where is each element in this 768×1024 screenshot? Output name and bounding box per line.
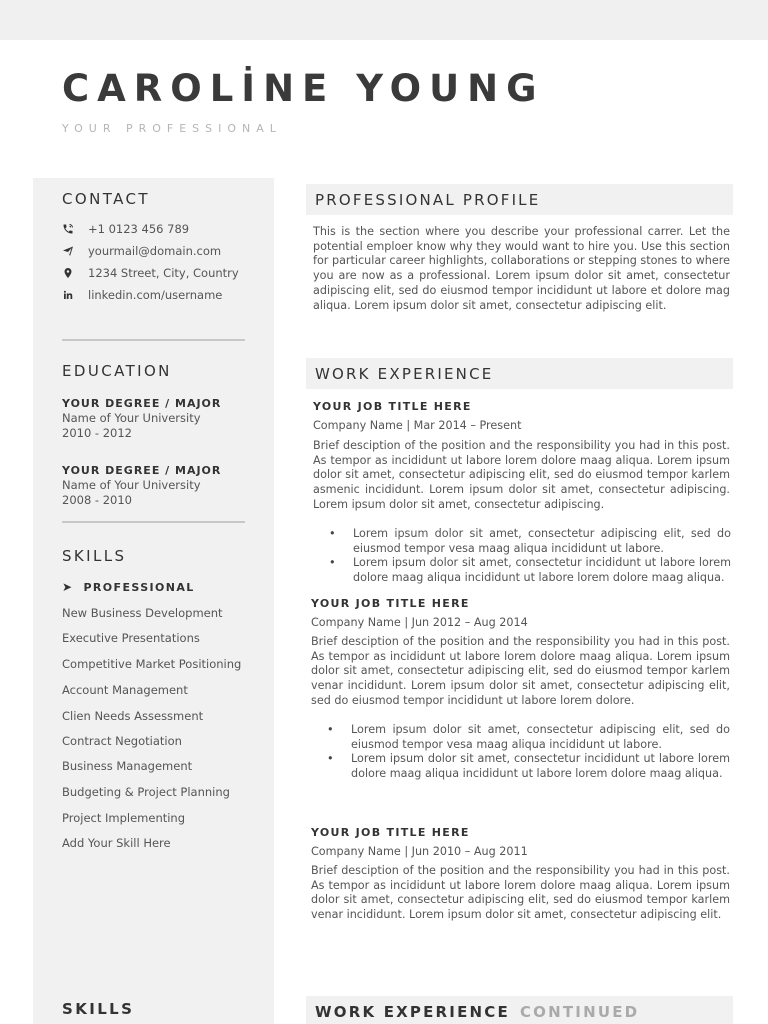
education-degree: YOUR DEGREE / MAJOR: [62, 397, 222, 410]
skills-heading: SKILLS: [62, 547, 127, 565]
skill-item: Contract Negotiation: [62, 734, 182, 748]
education-item: [62, 463, 221, 508]
contact-email-text: yourmail@domain.com: [88, 244, 222, 258]
skill-item: Business Management: [62, 759, 193, 773]
skills-heading-continued: SKILLS: [62, 1000, 135, 1018]
education-degree: YOUR DEGREE / MAJOR: [62, 464, 222, 477]
skills-category-label: PROFESSIONAL: [83, 580, 195, 594]
job-bullet: • Lorem ipsum dolor sit amet, consectetur adipiscing elit, sed do eiusmod tempor vesa maag aliqua incididunt ut labore.: [353, 527, 731, 556]
sidebar: [33, 178, 274, 1024]
skill-item: Account Management: [62, 683, 188, 697]
experience-continued-bar: [306, 996, 733, 1024]
job-description: Brief desciption of the position and the responsibility you had in this post. As tempor as incididunt ut labore lorem dolore maag aliqua. Lorem ipsum dolor sit amet, consectetur adipiscing elit, sed do eiusmod tempor karlem asmenic incididunt. Lorem ipsum dolor sit amet, consectetur adipiscing. Lorem ipsum dolor sit amet, consectetur adipiscing.: [313, 439, 730, 511]
experience-heading: WORK EXPERIENCE: [315, 364, 494, 383]
profile-heading: PROFESSIONAL PROFILE: [315, 190, 541, 209]
education-years: 2008 - 2010: [62, 493, 132, 507]
job-bullet: • Lorem ipsum dolor sit amet, consectetur adipiscing elit, sed do eiusmod tempor vesa maag aliqua incididunt ut labore.: [351, 723, 730, 752]
contact-phone: [62, 220, 189, 238]
skill-item: Executive Presentations: [62, 631, 200, 645]
skill-item: New Business Development: [62, 606, 223, 620]
education-heading: EDUCATION: [62, 362, 172, 380]
experience-heading-bar: [306, 358, 733, 389]
linkedin-icon: [62, 288, 88, 302]
arrow-right-icon: ➤: [62, 580, 74, 594]
send-icon: [62, 244, 88, 258]
skill-item: Competitive Market Positioning: [62, 657, 242, 671]
job-company: Company Name | Mar 2014 – Present: [313, 419, 522, 432]
candidate-name: CAROLİNE YOUNG: [62, 67, 545, 110]
job-bullets: [351, 723, 730, 782]
education-school: Name of Your University: [62, 411, 201, 425]
skill-item: Clien Needs Assessment: [62, 709, 204, 723]
skill-item: Budgeting & Project Planning: [62, 785, 230, 799]
job-company: Company Name | Jun 2012 – Aug 2014: [311, 616, 528, 629]
contact-linkedin: [62, 286, 222, 304]
location-pin-icon: [62, 266, 88, 280]
skill-item: Project Implementing: [62, 811, 186, 825]
resume-page: [0, 40, 768, 1024]
job-title: YOUR JOB TITLE HERE: [311, 826, 470, 839]
sidebar-divider: [62, 521, 245, 523]
profile-heading-bar: [306, 184, 733, 215]
phone-icon: [62, 222, 88, 236]
profile-text: This is the section where you describe your professional carrer. Let the potential emploer know why they would want to hire you. Use this section for particular career highlights, collaborations or stepping stones to where you are now as a professional. Lorem ipsum dolor sit amet, consectetur adipiscing elit, sed do eiusmod tempor incididunt ut labore et dolore mag aliqua. Lorem ipsum dolor sit amet, consectetur adipiscing elit.: [313, 225, 730, 312]
skills-category: [62, 580, 195, 594]
contact-address: [62, 264, 239, 282]
job-description: Brief desciption of the position and the responsibility you had in this post. As tempor as incididunt ut labore lorem dolore maag aliqua. Lorem ipsum dolor sit amet, consectetur adipiscing elit, sed do eiusmod tempor karlem venar incididunt. Lorem ipsum dolor sit amet, consectetur adipiscing elit, sed do eiusmod tempor incididunt ut labore lorem dolore.: [311, 635, 730, 707]
education-item: [62, 396, 221, 441]
contact-heading: CONTACT: [62, 190, 150, 208]
job-bullets: [353, 527, 731, 586]
sidebar-divider: [62, 339, 245, 341]
job-company: Company Name | Jun 2010 – Aug 2011: [311, 845, 528, 858]
job-bullet: • Lorem ipsum dolor sit amet, consectetur incididunt ut labore lorem dolore maag aliqua incididunt ut labore lorem dolore maag aliqua.: [351, 752, 730, 781]
contact-linkedin-text: linkedin.com/username: [88, 288, 223, 302]
skill-item: Add Your Skill Here: [62, 836, 171, 850]
contact-email: [62, 242, 221, 260]
job-title: YOUR JOB TITLE HERE: [313, 400, 472, 413]
job-title: YOUR JOB TITLE HERE: [311, 597, 470, 610]
contact-phone-text: +1 0123 456 789: [88, 222, 190, 236]
education-school: Name of Your University: [62, 478, 201, 492]
experience-continued-suffix: CONTINUED: [519, 1002, 640, 1021]
education-years: 2010 - 2012: [62, 426, 132, 440]
job-description: Brief desciption of the position and the responsibility you had in this post. As tempor as incididunt ut labore lorem dolore maag aliqua. Lorem ipsum dolor sit amet, consectetur adipiscing elit, sed do eiusmod tempor karlem venar incididunt. Lorem ipsum dolor sit amet, consectetur adipiscing elit.: [311, 864, 730, 922]
experience-continued-heading: WORK EXPERIENCE: [315, 1002, 510, 1021]
candidate-subtitle: YOUR PROFESSIONAL: [62, 122, 282, 135]
contact-address-text: 1234 Street, City, Country: [88, 266, 239, 280]
job-bullet: • Lorem ipsum dolor sit amet, consectetur incididunt ut labore lorem dolore maag aliqua incididunt ut labore lorem dolore maag aliqua.: [353, 556, 731, 585]
